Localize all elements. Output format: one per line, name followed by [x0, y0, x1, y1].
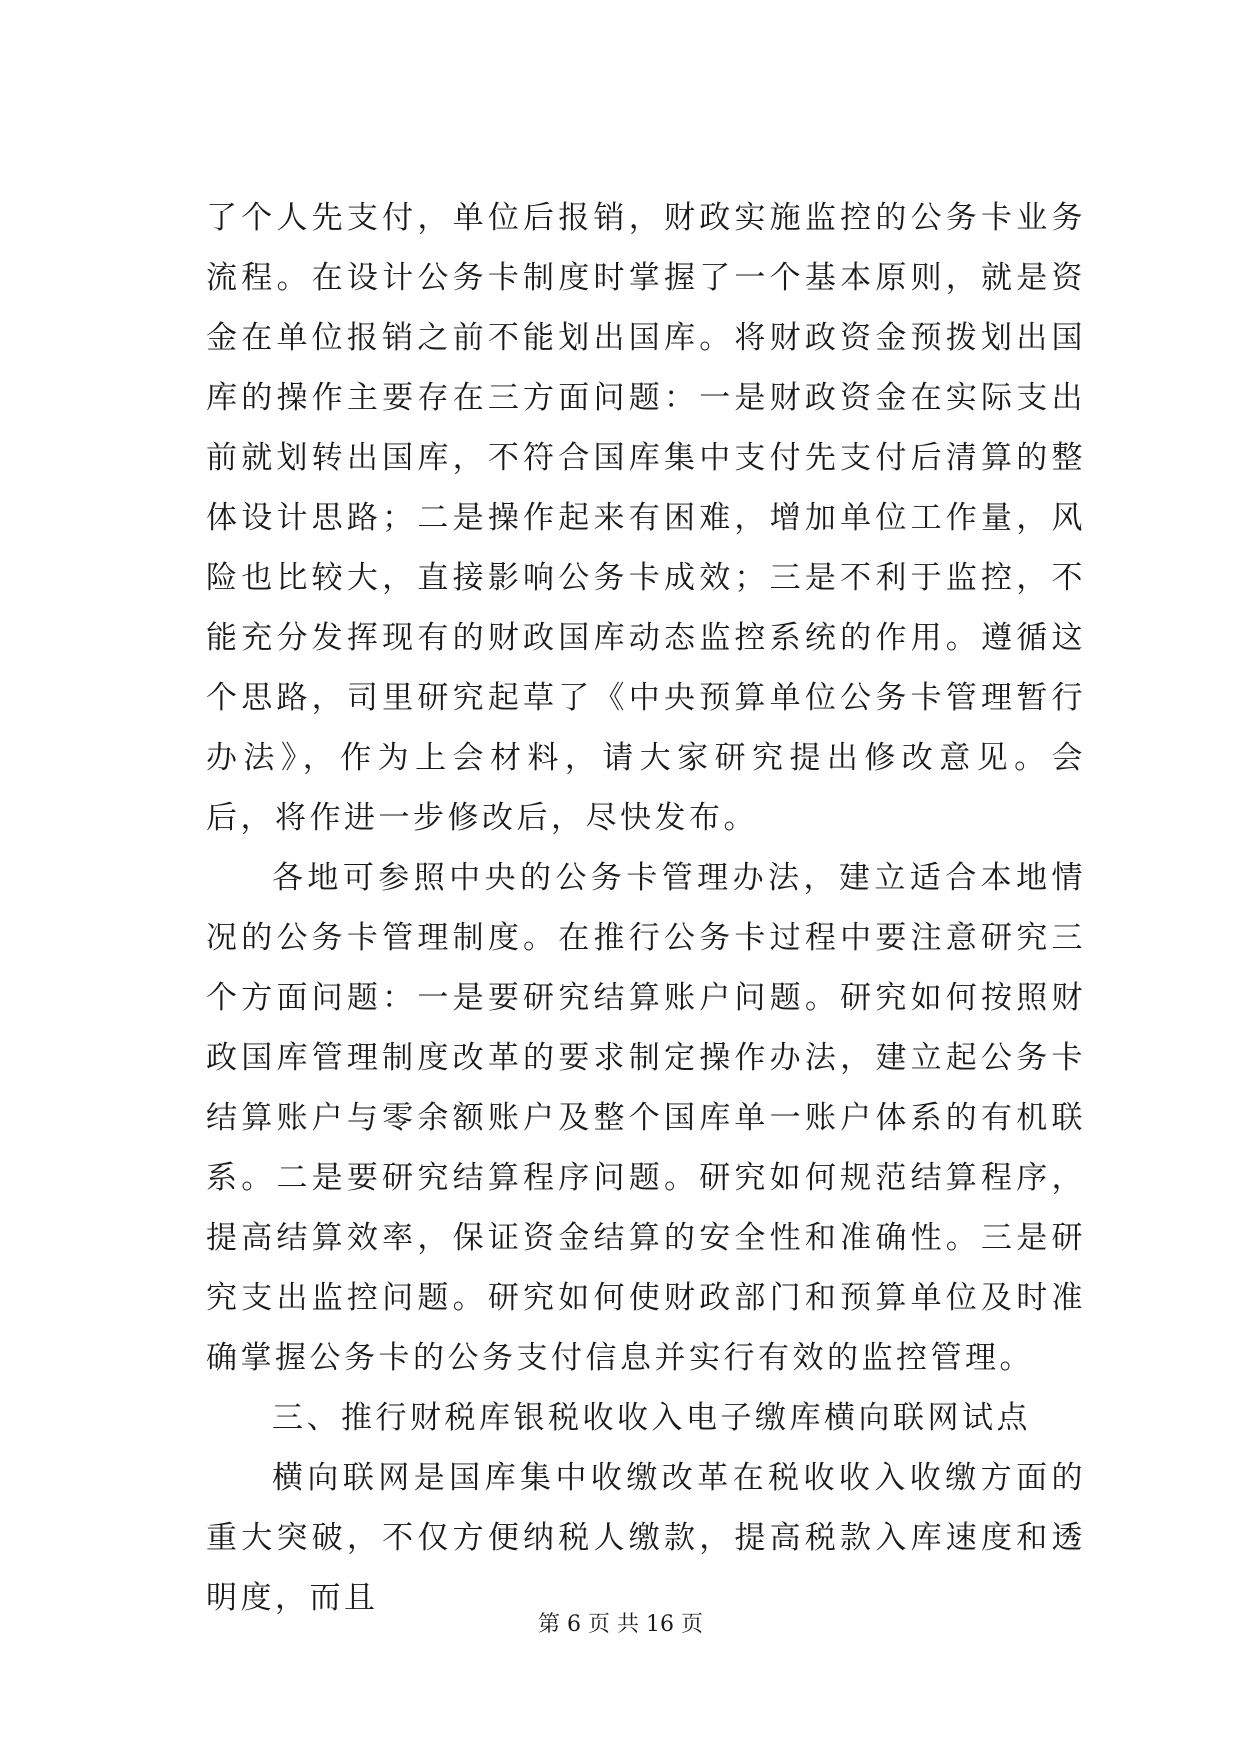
page-number: 第 6 页 共 16 页 — [538, 1612, 703, 1637]
paragraph-official-card-rules: 各地可参照中央的公务卡管理办法，建立适合本地情况的公务卡管理制度。在推行公务卡过程中要注意研究三个方面问题：一是要研究结算账户问题。研究如何按照财政国库管理制度改革的要求制定操作办法，建立起公务卡结算账户与零余额账户及整个国库单一账户体系的有机联系。二是要研究结算程序问题。研究如何规范结算程序，提高结算效率，保证资金结算的安全性和准确性。三是研究支出监控问题。研究如何使财政部门和预算单位及时准确掌握公务卡的公务支付信息并实行有效的监控管理。 — [206, 860, 1086, 1376]
paragraph-horizontal-network: 横向联网是国库集中收缴改革在税收收入收缴方面的重大突破，不仅方便纳税人缴款，提高税款入库速度和透明度，而且 — [206, 1460, 1086, 1616]
page-footer — [0, 1610, 1241, 1640]
paragraph-continuation: 了个人先支付，单位后报销，财政实施监控的公务卡业务流程。在设计公务卡制度时掌握了一个基本原则，就是资金在单位报销之前不能划出国库。将财政资金预拨划出国库的操作主要存在三方面问题：一是财政资金在实际支出前就划转出国库，不符合国库集中支付先支付后清算的整体设计思路；二是操作起来有困难，增加单位工作量，风险也比较大，直接影响公务卡成效；三是不利于监控，不能充分发挥现有的财政国库动态监控系统的作用。遵循这个思路，司里研究起草了《中央预算单位公务卡管理暂行办法》，作为上会材料，请大家研究提出修改意见。会后，将作进一步修改后，尽快发布。 — [206, 200, 1086, 836]
section-heading-three: 三、推行财税库银税收收入电子缴库横向联网试点 — [272, 1400, 1031, 1436]
document-body — [206, 188, 1086, 1628]
